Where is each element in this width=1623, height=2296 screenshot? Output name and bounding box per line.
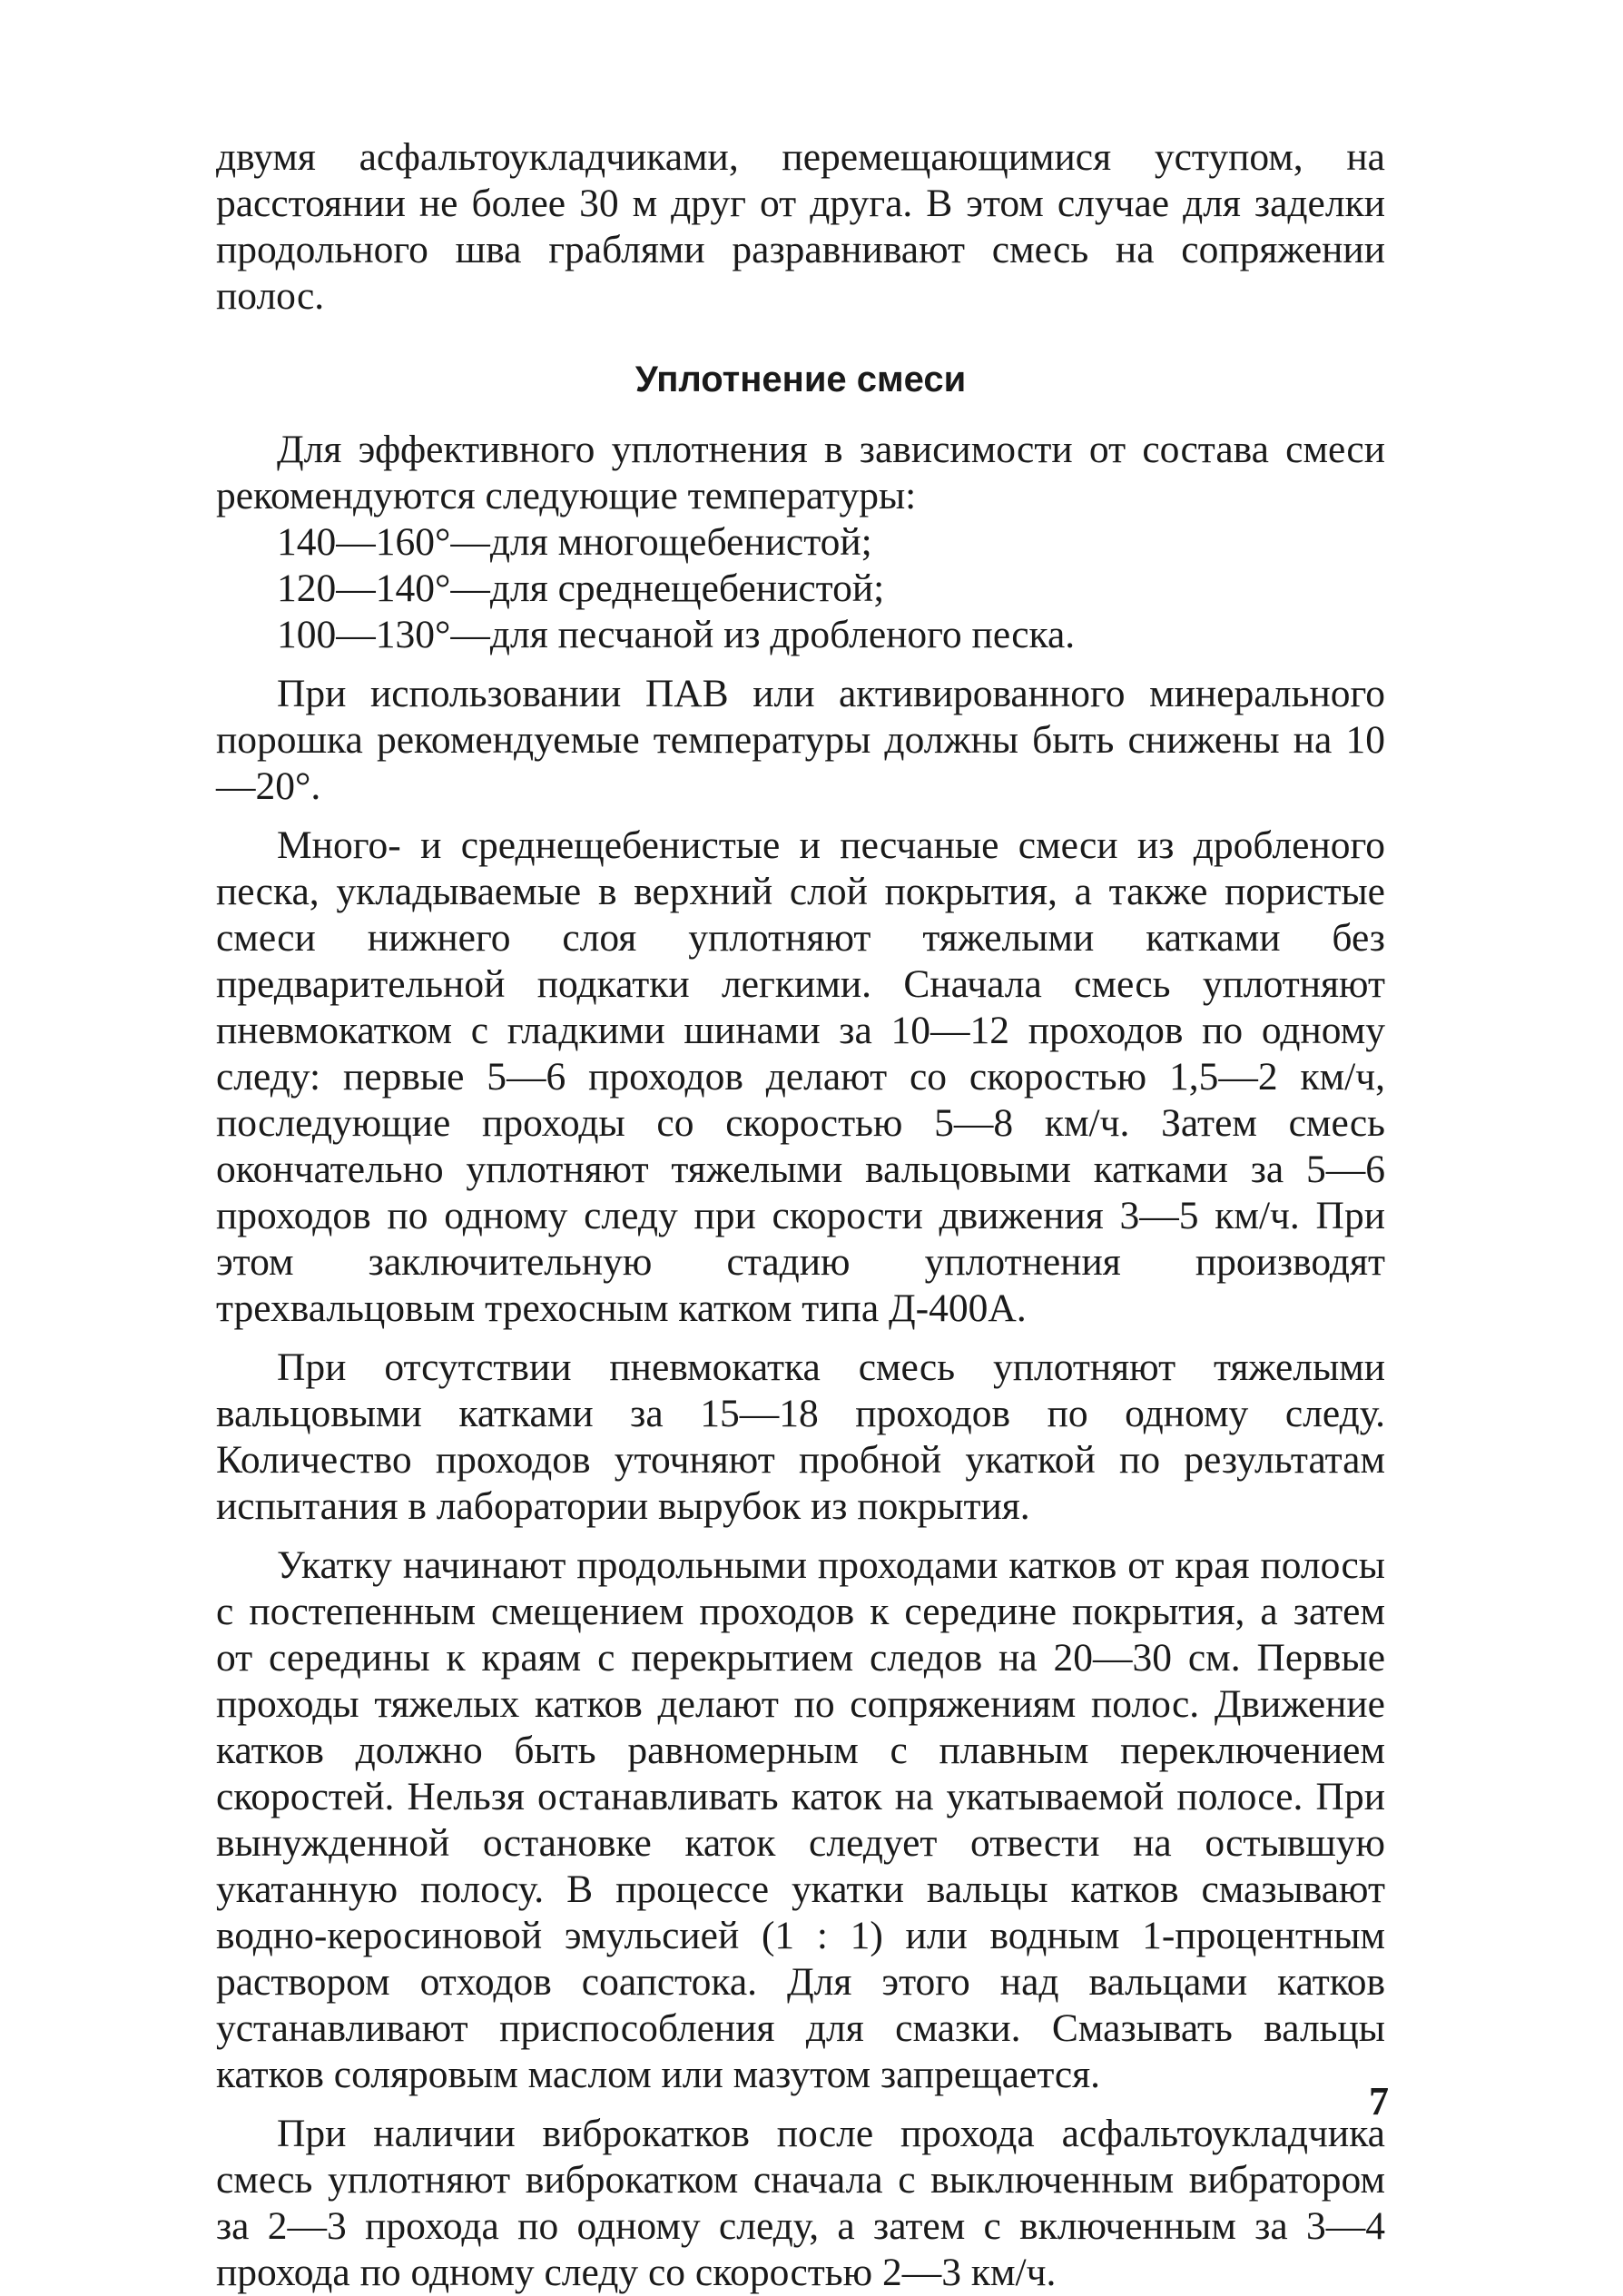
no-pneumatic-roller-paragraph: При отсутствии пневмокатка смесь уплотняют тяжелыми вальцовыми катками за 15—18 проходов по одному следу. Количество проходов уточняют пробной укаткой по результатам испытания в лаборатории вырубок из покрытия. — [216, 1345, 1385, 1528]
temperature-item: 100—130°—для песчаной из дробленого песка. — [277, 613, 1076, 656]
document-page — [216, 134, 1385, 2296]
surfactant-paragraph: При использовании ПАВ или активированного минерального порошка рекомендуемые температуры должны быть снижены на 10—20°. — [216, 672, 1385, 808]
temperature-item: 120—140°—для среднещебенистой; — [277, 567, 885, 610]
section-heading: Уплотнение смеси — [634, 360, 967, 399]
temperature-list — [216, 519, 1385, 658]
compaction-paragraph: Много- и среднещебенистые и песчаные смеси из дробленого песка, укладываемые в верхний слой покрытия, а также пористые смеси нижнего слоя уплотняют тяжелыми катками без предварительной подкатки легкими. Сначала смесь уплотняют пневмокатком с гладкими шинами за 10—12 проходов по одному следу: первые 5—6 проходов делают со скоростью 1,5—2 км/ч, последующие проходы со скоростью 5—8 км/ч. Затем смесь окончательно уплотняют тяжелыми вальцовыми катками за 5—6 проходов по одному следу при скорости движения 3—5 км/ч. При этом заключительную стадию уплотнения производят трехвальцовым трехосным катком типа Д-400А. — [216, 823, 1385, 1330]
vibratory-roller-paragraph: При наличии виброкатков после прохода асфальтоукладчика смесь уплотняют виброкатком сначала с выключенным вибратором за 2—3 прохода по одному следу, а затем с включенным за 3—4 прохода по одному следу со скоростью 2—3 км/ч. — [216, 2112, 1385, 2294]
rolling-procedure-paragraph: Укатку начинают продольными проходами катков от края полосы с постепенным смещением проходов к середине покрытия, а затем от середины к краям с перекрытием следов на 20—30 см. Первые проходы тяжелых катков делают по сопряжениям полос. Движение катков должно быть равномерным с плавным переключением скоростей. Нельзя останавливать каток на укатываемой полосе. При вынужденной остановке каток следует отвести на остывшую укатанную полосу. В процессе укатки вальцы катков смазывают водно-керосиновой эмульсией (1 : 1) или водным 1-процентным раствором отходов соапстока. Для этого над вальцами катков устанавливают приспособления для смазки. Смазывать вальцы катков соляровым маслом или мазутом запрещается. — [216, 1543, 1385, 2096]
intro-paragraph: Для эффективного уплотнения в зависимости от состава смеси рекомендуются следующие температуры: — [216, 428, 1385, 517]
page-number: 7 — [1369, 2079, 1389, 2124]
continuation-paragraph: двумя асфальтоукладчиками, перемещающимися уступом, на расстоянии не более 30 м друг от друга. В этом случае для заделки продольного шва граблями разравнивают смесь на сопряжении полос. — [216, 135, 1385, 318]
temperature-item: 140—160°—для многощебенистой; — [277, 520, 872, 564]
